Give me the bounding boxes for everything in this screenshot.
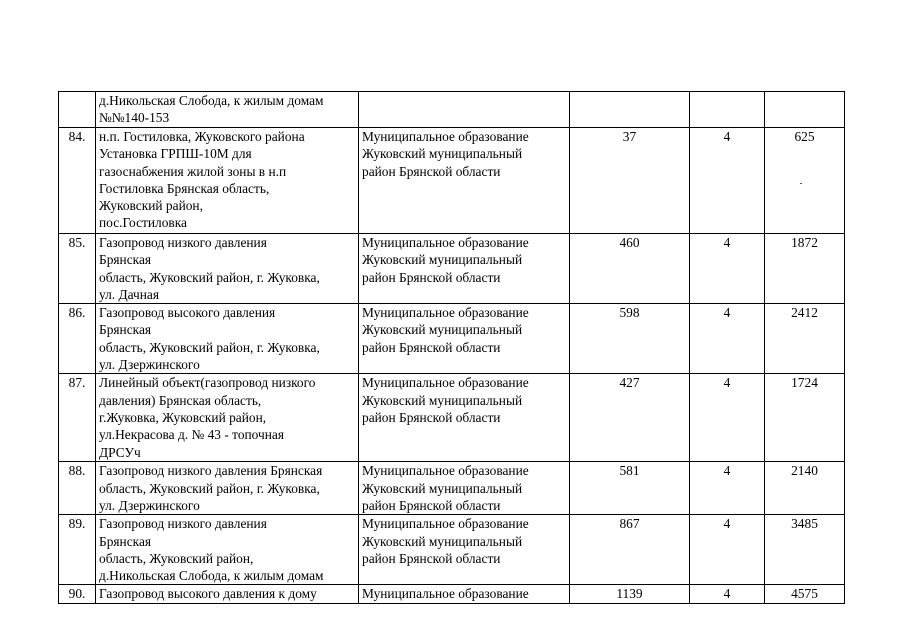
owner-cell: Муниципальное образование Жуковский муниципальный район Брянской области xyxy=(359,515,570,585)
table-row xyxy=(59,128,845,234)
row-number-cell: 87. xyxy=(59,374,96,462)
object-description-cell: Газопровод высокого давления к дому xyxy=(96,585,359,603)
value-a-cell: 867 xyxy=(570,515,690,585)
row-number-cell: 89. xyxy=(59,515,96,585)
value-b-cell: 4 xyxy=(690,304,765,374)
object-description-cell: н.п. Гостиловка, Жуковского района Установка ГРПШ-10М для газоснабжения жилой зоны в н.п Гостиловка Брянская область, Жуковский район, пос.Гостиловка xyxy=(96,128,359,234)
value-c-cell: 3485 xyxy=(765,515,845,585)
value-a-cell: 581 xyxy=(570,462,690,515)
object-description-cell: Газопровод низкого давления Брянская область, Жуковский район, д.Никольская Слобода, к жилым домам xyxy=(96,515,359,585)
table-row xyxy=(59,304,845,374)
value-a-cell: 598 xyxy=(570,304,690,374)
table-row xyxy=(59,585,845,603)
owner-cell: Муниципальное образование Жуковский муниципальный район Брянской области xyxy=(359,128,570,234)
row-number-cell xyxy=(59,92,96,128)
value-b-cell: 4 xyxy=(690,374,765,462)
value-a-cell xyxy=(570,92,690,128)
value-b-cell: 4 xyxy=(690,585,765,603)
register-table-body xyxy=(59,92,845,604)
value-b-cell: 4 xyxy=(690,462,765,515)
object-description-cell: Газопровод высокого давления Брянская область, Жуковский район, г. Жуковка, ул. Дзержинского xyxy=(96,304,359,374)
value-c-cell: 625 xyxy=(765,128,845,234)
owner-cell xyxy=(359,92,570,128)
table-row xyxy=(59,515,845,585)
value-a-cell: 460 xyxy=(570,234,690,304)
scan-speck xyxy=(800,183,802,184)
row-number-cell: 86. xyxy=(59,304,96,374)
value-b-cell xyxy=(690,92,765,128)
row-number-cell: 88. xyxy=(59,462,96,515)
table-row xyxy=(59,92,845,128)
owner-cell: Муниципальное образование Жуковский муниципальный район Брянской области xyxy=(359,234,570,304)
value-c-cell xyxy=(765,92,845,128)
object-description-cell: д.Никольская Слобода, к жилым домам №№140-153 xyxy=(96,92,359,128)
value-c-cell: 1724 xyxy=(765,374,845,462)
row-number-cell: 85. xyxy=(59,234,96,304)
value-b-cell: 4 xyxy=(690,234,765,304)
table-row xyxy=(59,374,845,462)
value-a-cell: 37 xyxy=(570,128,690,234)
value-c-cell: 2412 xyxy=(765,304,845,374)
owner-cell: Муниципальное образование Жуковский муниципальный район Брянской области xyxy=(359,304,570,374)
value-b-cell: 4 xyxy=(690,128,765,234)
table-row xyxy=(59,462,845,515)
value-c-cell: 1872 xyxy=(765,234,845,304)
object-description-cell: Линейный объект(газопровод низкого давления) Брянская область, г.Жуковка, Жуковский район, ул.Некрасова д. № 43 - топочная ДРСУч xyxy=(96,374,359,462)
object-description-cell: Газопровод низкого давления Брянская область, Жуковский район, г. Жуковка, ул. Дзержинского xyxy=(96,462,359,515)
value-a-cell: 1139 xyxy=(570,585,690,603)
owner-cell: Муниципальное образование Жуковский муниципальный район Брянской области xyxy=(359,462,570,515)
owner-cell: Муниципальное образование xyxy=(359,585,570,603)
row-number-cell: 90. xyxy=(59,585,96,603)
row-number-cell: 84. xyxy=(59,128,96,234)
register-table xyxy=(58,91,845,604)
table-row xyxy=(59,234,845,304)
object-description-cell: Газопровод низкого давления Брянская область, Жуковский район, г. Жуковка, ул. Дачная xyxy=(96,234,359,304)
value-b-cell: 4 xyxy=(690,515,765,585)
value-c-cell: 2140 xyxy=(765,462,845,515)
value-a-cell: 427 xyxy=(570,374,690,462)
value-c-cell: 4575 xyxy=(765,585,845,603)
owner-cell: Муниципальное образование Жуковский муниципальный район Брянской области xyxy=(359,374,570,462)
